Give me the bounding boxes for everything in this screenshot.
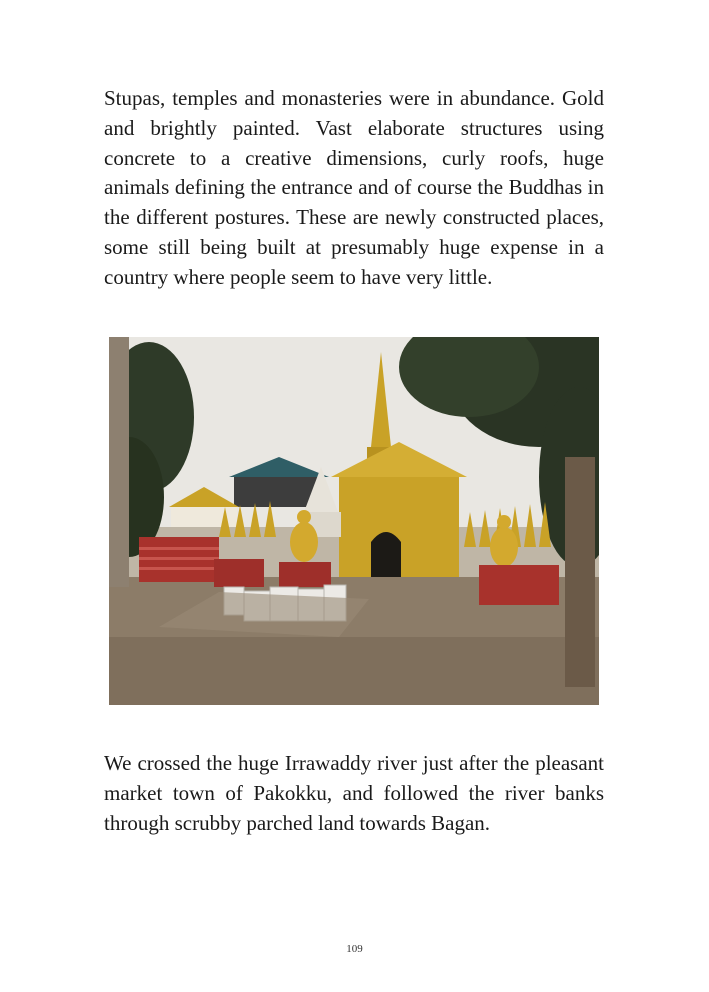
page-number: 109 xyxy=(346,943,363,955)
paragraph-stupas: Stupas, temples and monasteries were in abundance. Gold and brightly painted. Vast elaborate structures using concrete to a creative dimensions, curly roofs, huge animals defining the entrance and of course the Buddhas in the different postures. These are newly constructed places, some still being built at presumably huge expense in a country where people seem to have very little. xyxy=(104,86,604,289)
paragraph-irrawaddy: We crossed the huge Irrawaddy river just after the pleasant market town of Pakokku, and followed the river banks through scrubby parched land towards Bagan. xyxy=(104,751,604,835)
temple-photo xyxy=(109,337,599,705)
